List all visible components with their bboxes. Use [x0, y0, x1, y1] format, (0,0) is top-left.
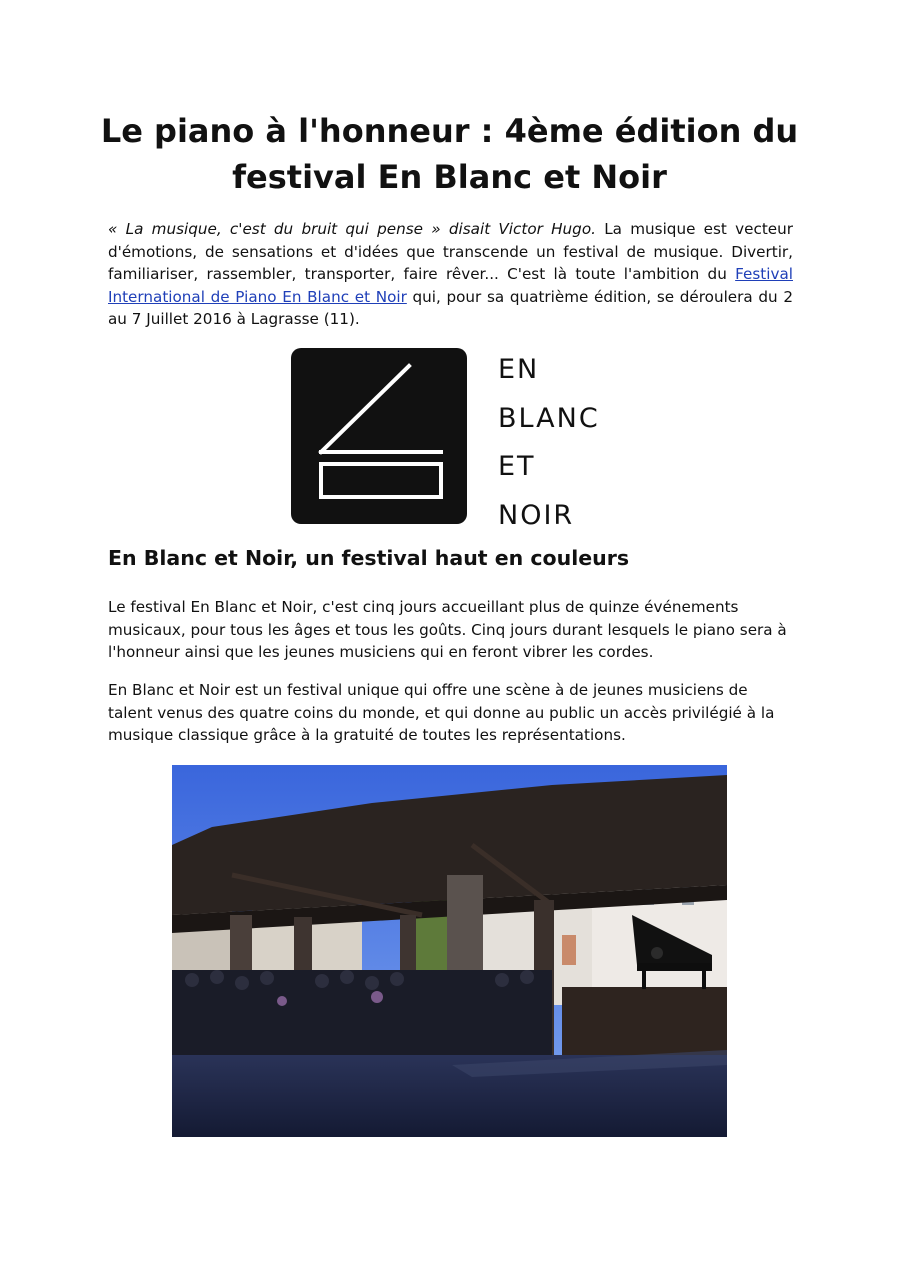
logo-word-blanc: BLANC [498, 402, 600, 434]
grand-piano-icon [291, 348, 467, 524]
paragraph-unique: En Blanc et Noir est un festival unique qui offre une scène à de jeunes musiciens de talent venus des quatre coins du monde, et qui donne au public un accès privilégié à la musique classique grâce à la gratuité de toutes les représentations. [108, 681, 775, 744]
logo-word-et: ET [498, 451, 536, 482]
intro-paragraph [108, 218, 793, 331]
logo-word-noir: NOIR [498, 499, 575, 531]
concert-photo-image [172, 765, 727, 1137]
festival-link[interactable]: Festival International de Piano En Blanc et Noir [108, 265, 793, 306]
logo-wordmark [498, 346, 600, 540]
festival-logo-icon [291, 348, 467, 524]
section-heading: En Blanc et Noir, un festival haut en couleurs [108, 546, 630, 570]
intro-text-1: La musique est vecteur d'émotions, de sensations et d'idées que transcende un festival de musique. Divertir, familiariser, rassembler, transporter, faire rêver... C'est là toute l'ambition du [108, 220, 793, 283]
victor-hugo-quote: « La musique, c'est du bruit qui pense » disait Victor Hugo. [108, 220, 596, 238]
logo-word-en: EN [498, 354, 540, 385]
page-title: Le piano à l'honneur : 4ème édition du festival En Blanc et Noir [100, 112, 799, 196]
paragraph-festival: Le festival En Blanc et Noir, c'est cinq jours accueillant plus de quinze événements musicaux, pour tous les âges et tous les goûts. Cinq jours durant lesquels le piano sera à l'honneur ainsi que les jeunes musiciens qui en feront vibrer les cordes. [108, 598, 787, 661]
intro-text-2: qui, pour sa quatrième édition, se déroulera du 2 au 7 Juillet 2016 à Lagrasse (11). [108, 287, 793, 328]
concert-photo [172, 765, 727, 1137]
